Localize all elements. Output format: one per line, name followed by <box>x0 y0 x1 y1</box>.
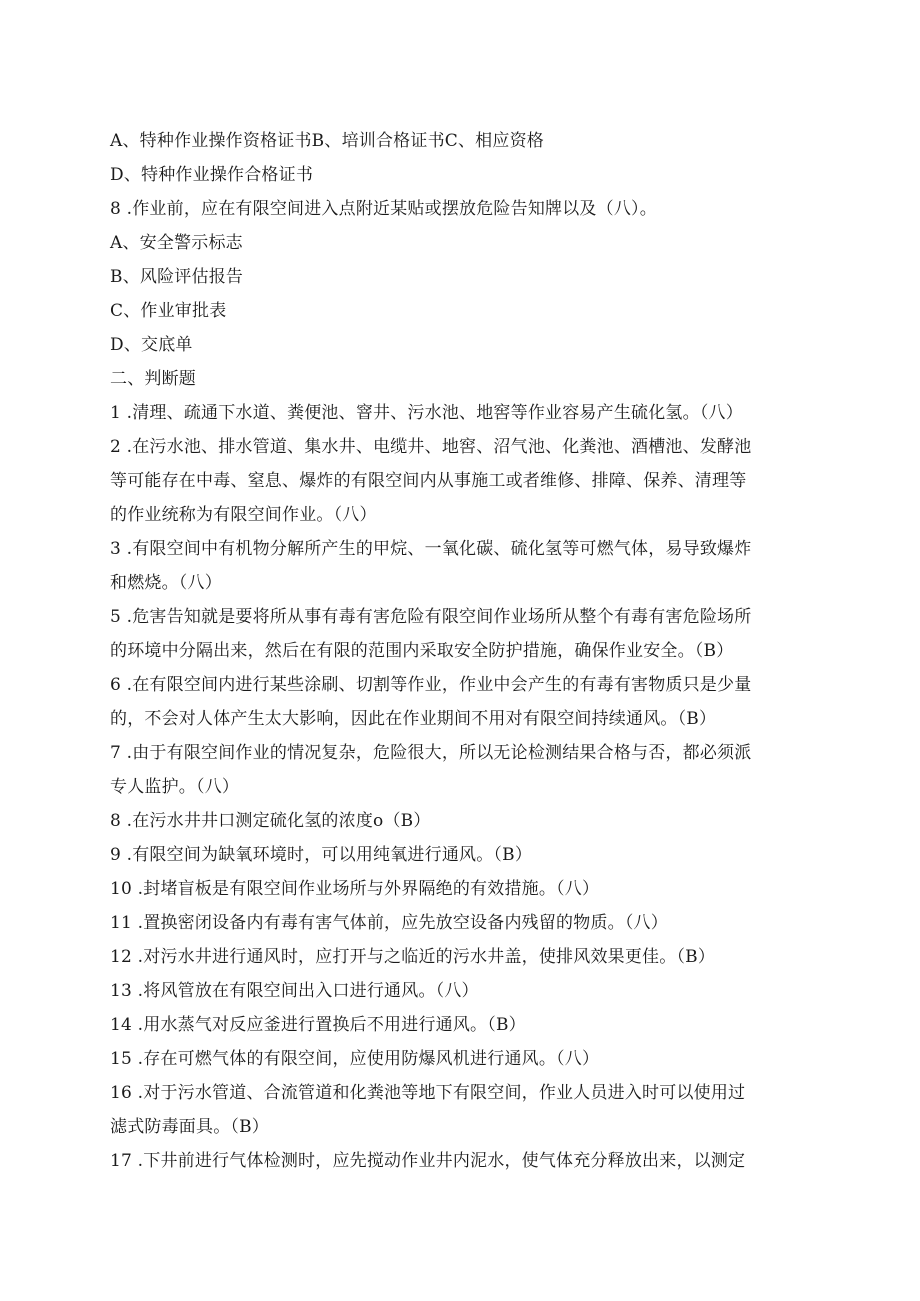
judgment-item <box>110 532 810 600</box>
judgment-line: 12 .对污水井进行通风时，应打开与之临近的污水井盖，使排风效果更佳。（B） <box>110 947 716 967</box>
judgment-item <box>110 1144 810 1178</box>
judgment-line: 14 .用水蒸气对反应釜进行置换后不用进行通风。（B） <box>110 1015 526 1035</box>
judgment-line: 1 .清理、疏通下水道、粪便池、窨井、污水池、地窖等作业容易产生硫化氢。（八） <box>110 403 743 423</box>
judgment-line: 的环境中分隔出来，然后在有限的范围内采取安全防护措施，确保作业安全。（B） <box>110 641 734 661</box>
judgment-line: 等可能存在中毒、窒息、爆炸的有限空间内从事施工或者维修、排障、保养、清理等 <box>110 471 747 491</box>
judgment-item <box>110 600 810 668</box>
judgment-item <box>110 974 810 1008</box>
judgment-list <box>110 396 810 1178</box>
judgment-item <box>110 1042 810 1076</box>
judgment-line: 8 .在污水井井口测定硫化氢的浓度o（B） <box>110 811 431 831</box>
judgment-line: 7 .由于有限空间作业的情况复杂，危险很大，所以无论检测结果合格与否，都必须派 <box>110 743 752 763</box>
judgment-line: 17 .下井前进行气体检测时，应先搅动作业井内泥水，使气体充分释放出来，以测定 <box>110 1151 746 1171</box>
judgment-line: 5 .危害告知就是要将所从事有毒有害危险有限空间作业场所从整个有毒有害危险场所 <box>110 607 752 627</box>
judgment-item <box>110 940 810 974</box>
judgment-line: 11 .置换密闭设备内有毒有害气体前，应先放空设备内残留的物质。（八） <box>110 913 668 933</box>
judgment-item <box>110 872 810 906</box>
judgment-item <box>110 736 810 804</box>
judgment-item <box>110 804 810 838</box>
judgment-line: 15 .存在可燃气体的有限空间，应使用防爆风机进行通风。（八） <box>110 1049 600 1069</box>
judgment-line: 的作业统称为有限空间作业。（八） <box>110 505 377 525</box>
option-line: D、交底单 <box>110 335 193 355</box>
judgment-item <box>110 906 810 940</box>
judgment-line: 6 .在有限空间内进行某些涂刷、切割等作业，作业中会产生的有毒有害物质只是少量 <box>110 675 752 695</box>
judgment-line: 和燃烧。（八） <box>110 573 222 593</box>
judgment-item <box>110 430 810 532</box>
judgment-item <box>110 1008 810 1042</box>
judgment-line: 滤式防毒面具。（B） <box>110 1117 269 1137</box>
judgment-line: 3 .有限空间中有机物分解所产生的甲烷、一氧化碳、硫化氢等可燃气体，易导致爆炸 <box>110 539 752 559</box>
judgment-line: 13 .将风管放在有限空间出入口进行通风。（八） <box>110 981 479 1001</box>
option-line: B、风险评估报告 <box>110 267 244 287</box>
judgment-item <box>110 668 810 736</box>
option-line: A、安全警示标志 <box>110 233 243 253</box>
judgment-line: 专人监护。（八） <box>110 777 240 797</box>
section-title: 二、判断题 <box>110 369 196 389</box>
judgment-item <box>110 396 810 430</box>
option-line: A、特种作业操作资格证书B、培训合格证书C、相应资格 <box>110 131 544 151</box>
question-stem: 8 .作业前，应在有限空间进入点附近某贴或摆放危险告知牌以及（八）。 <box>110 199 657 219</box>
judgment-item <box>110 1076 810 1144</box>
judgment-line: 10 .封堵盲板是有限空间作业场所与外界隔绝的有效措施。（八） <box>110 879 600 899</box>
judgment-line: 16 .对于污水管道、合流管道和化粪池等地下有限空间，作业人员进入时可以使用过 <box>110 1083 746 1103</box>
document-page <box>110 124 810 1178</box>
option-line: C、作业审批表 <box>110 301 227 321</box>
judgment-item <box>110 838 810 872</box>
judgment-line: 的，不会对人体产生太大影响，因此在作业期间不用对有限空间持续通风。（B） <box>110 709 717 729</box>
judgment-line: 9 .有限空间为缺氧环境时，可以用纯氧进行通风。（B） <box>110 845 533 865</box>
option-line: D、特种作业操作合格证书 <box>110 165 314 185</box>
judgment-line: 2 .在污水池、排水管道、集水井、电缆井、地窖、沼气池、化粪池、酒槽池、发酵池 <box>110 437 752 457</box>
